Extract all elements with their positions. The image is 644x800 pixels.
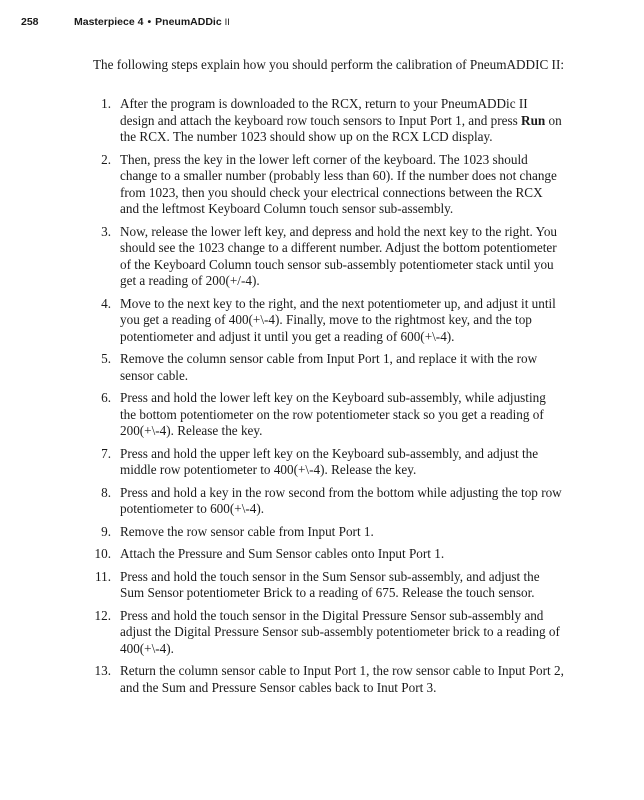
step-number: 6. [101,390,111,405]
step-text: Then, press the key in the lower left corner of the keyboard. The 1023 should change to a smaller number (probably less than 60). If the number does not change from 1023, then you should check your electrical connections between the RCX and the leftmost Keyboard Column touch sensor sub-assembly. [120,151,557,216]
list-item [74,224,564,290]
page-number: 258 [21,16,39,28]
step-text: Now, release the lower left key, and depress and hold the next key to the right. You should see the 1023 change to a different number. Adjust the bottom potentiometer of the Keyboard Column touch sensor sub-assembly potentiometer stack until you get a reading of 200(+/-4). [120,223,558,288]
step-text: Press and hold the upper left key on the Keyboard sub-assembly, and adjust the middle row potentiometer to 400(+\-4). Release the key. [120,445,539,477]
running-header [21,16,230,28]
list-item [74,608,564,658]
list-item [74,524,564,541]
step-number: 10. [94,546,111,561]
chapter-suffix: II [224,17,230,28]
list-item [74,351,564,384]
list-item [74,485,564,518]
step-number: 12. [94,607,111,623]
step-text: After the program is downloaded to the RCX, return to your PneumADDic II design and attach the keyboard row touch sensors to Input Port 1, and press Run on the RCX. The number 1023 should show up on the RCX LCD display. [120,96,562,144]
step-text: Remove the column sensor cable from Input Port 1, and replace it with the row sensor cable. [120,351,538,383]
list-item [74,390,564,440]
step-number: 3. [101,223,111,239]
intro-paragraph: The following steps explain how you should perform the calibration of PneumADDIC II: [93,57,564,72]
list-item [74,546,564,563]
step-number: 2. [101,151,111,167]
step-number: 13. [94,663,111,678]
step-number: 7. [101,445,111,461]
chapter-title: PneumADDic [155,16,222,28]
list-item [74,96,564,146]
step-text: Press and hold the lower left key on the Keyboard sub-assembly, while adjusting the bottom potentiometer on the row potentiometer stack so you get a reading of 200(+\-4). Release the key. [120,390,546,438]
list-item [74,296,564,346]
list-item [74,663,564,696]
step-number: 5. [101,351,111,366]
list-item [74,569,564,602]
step-number: 8. [101,484,111,500]
step-number: 11. [95,568,111,584]
book-title: Masterpiece 4 [74,16,144,28]
calibration-steps-list [74,96,564,702]
step-text: Press and hold a key in the row second from the bottom while adjusting the top row potentiometer to 600(+\-4). [120,484,562,516]
step-number: 1. [101,96,111,111]
run-keyword: Run [521,112,546,128]
step-text: Remove the row sensor cable from Input Port 1. [120,523,374,539]
list-item [74,446,564,479]
step-text: Attach the Pressure and Sum Sensor cables onto Input Port 1. [120,546,445,561]
step-number: 4. [101,295,111,311]
step-text: Press and hold the touch sensor in the Sum Sensor sub-assembly, and adjust the Sum Sensor potentiometer Brick to a reading of 675. Release the touch sensor. [120,568,540,600]
step-text: Move to the next key to the right, and the next potentiometer up, and adjust it until you get a reading of 400(+\-4). Finally, move to the rightmost key, and the top potentiometer and adjust it until you get a reading of 600(+\-4). [120,295,556,344]
step-text: Press and hold the touch sensor in the Digital Pressure Sensor sub-assembly and adjust the Digital Pressure Sensor sub-assembly potentiometer brick to a reading of 400(+\-4). [120,607,560,656]
step-number: 9. [101,523,111,539]
header-separator: • [147,16,152,28]
step-text: Return the column sensor cable to Input Port 1, the row sensor cable to Input Port 2, and the Sum and Pressure Sensor cables back to Inut Port 3. [120,663,564,695]
list-item [74,152,564,218]
